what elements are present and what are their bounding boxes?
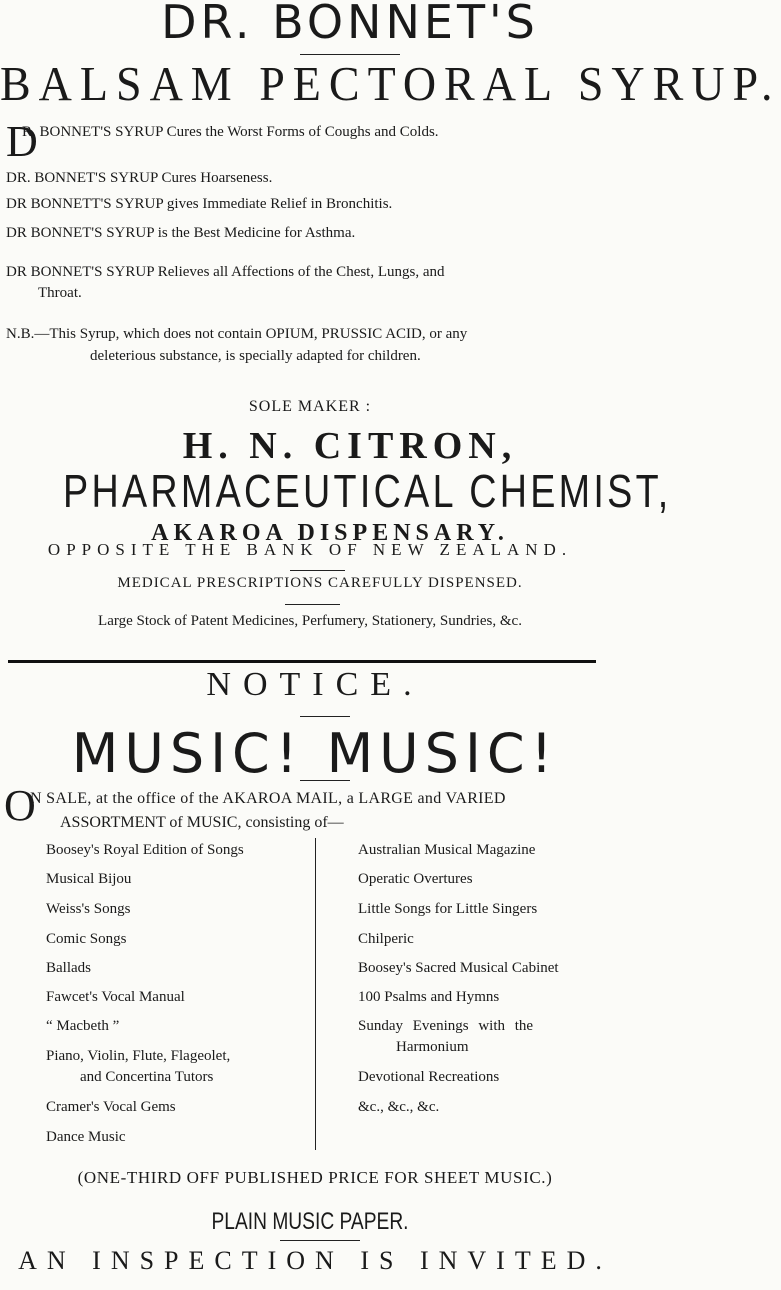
inspection-line: AN INSPECTION IS INVITED. (18, 1246, 612, 1275)
rule (285, 604, 340, 605)
drop-cap-d: D (6, 117, 38, 166)
list-item: Boosey's Sacred Musical Cabinet (358, 960, 559, 976)
list-item: Weiss's Songs (46, 901, 131, 917)
list-item: Sunday Evenings with the (358, 1018, 534, 1034)
rule (280, 1240, 360, 1241)
syrup-line: DR BONNET'S SYRUP is the Best Medicine for Asthma. (6, 225, 356, 241)
drop-cap-o: O (4, 781, 36, 830)
intro-line: N SALE, at the office of the AKAROA MAIL, a LARGE and VARIED (30, 790, 506, 807)
list-item: Fawcet's Vocal Manual (46, 989, 185, 1005)
list-item: Cramer's Vocal Gems (46, 1099, 176, 1115)
prescriptions: MEDICAL PRESCRIPTIONS CAREFULLY DISPENSED. (117, 575, 523, 591)
list-item: Boosey's Royal Edition of Songs (46, 842, 244, 858)
list-item: Devotional Recreations (358, 1069, 500, 1085)
list-item: Australian Musical Magazine (358, 842, 536, 858)
intro-line: ASSORTMENT of MUSIC, consisting of— (60, 814, 344, 831)
syrup-line: DR BONNET'S SYRUP Relieves all Affections of the Chest, Lungs, and (6, 264, 445, 280)
list-item: “ Macbeth ” (46, 1018, 120, 1034)
discount-note: (ONE-THIRD OFF PUBLISHED PRICE FOR SHEET MUSIC.) (77, 1168, 553, 1187)
notice-heading: NOTICE. (206, 666, 424, 703)
list-item: 100 Psalms and Hymns (358, 989, 500, 1005)
ad-subtitle: BALSAM PECTORAL SYRUP. (0, 56, 781, 111)
syrup-line: DR. BONNET'S SYRUP Cures Hoarseness. (6, 170, 273, 186)
maker-title: PHARMACEUTICAL CHEMIST, (63, 465, 672, 517)
list-item: Harmonium (396, 1039, 469, 1055)
nb-note: N.B.—This Syrup, which does not contain OPIUM, PRUSSIC ACID, or any (6, 326, 468, 342)
dispensary: AKAROA DISPENSARY. (151, 520, 509, 546)
list-item: Ballads (46, 960, 91, 976)
music-headline: MUSIC! MUSIC! (71, 722, 559, 785)
stock-line: Large Stock of Patent Medicines, Perfumery, Stationery, Sundries, &c. (98, 613, 522, 629)
maker-name: H. N. CITRON, (182, 425, 518, 467)
nb-note: deleterious substance, is specially adapted for children. (90, 348, 421, 364)
list-item: and Concertina Tutors (80, 1069, 214, 1085)
list-item: Piano, Violin, Flute, Flageolet, (46, 1048, 231, 1064)
ad-title: DR. BONNET'S (161, 0, 539, 49)
rule (300, 716, 350, 717)
list-item: &c., &c., &c. (358, 1099, 440, 1115)
column-divider (315, 838, 316, 1150)
sole-maker: SOLE MAKER : (248, 398, 372, 415)
list-item: Comic Songs (46, 931, 127, 947)
rule (290, 570, 345, 571)
list-item: Dance Music (46, 1129, 126, 1145)
paper-line: PLAIN MUSIC PAPER. (211, 1208, 409, 1235)
syrup-line: R. BONNET'S SYRUP Cures the Worst Forms of Coughs and Colds. (22, 124, 439, 140)
list-item: Musical Bijou (46, 871, 132, 887)
rule (300, 780, 350, 781)
syrup-line: Throat. (38, 285, 82, 301)
list-item: Chilperic (358, 931, 414, 947)
syrup-line: DR BONNETT'S SYRUP gives Immediate Relief in Bronchitis. (6, 196, 393, 212)
section-divider (8, 660, 596, 663)
list-item: Operatic Overtures (358, 871, 473, 887)
address: OPPOSITE THE BANK OF NEW ZEALAND. (47, 540, 573, 559)
list-item: Little Songs for Little Singers (358, 901, 538, 917)
